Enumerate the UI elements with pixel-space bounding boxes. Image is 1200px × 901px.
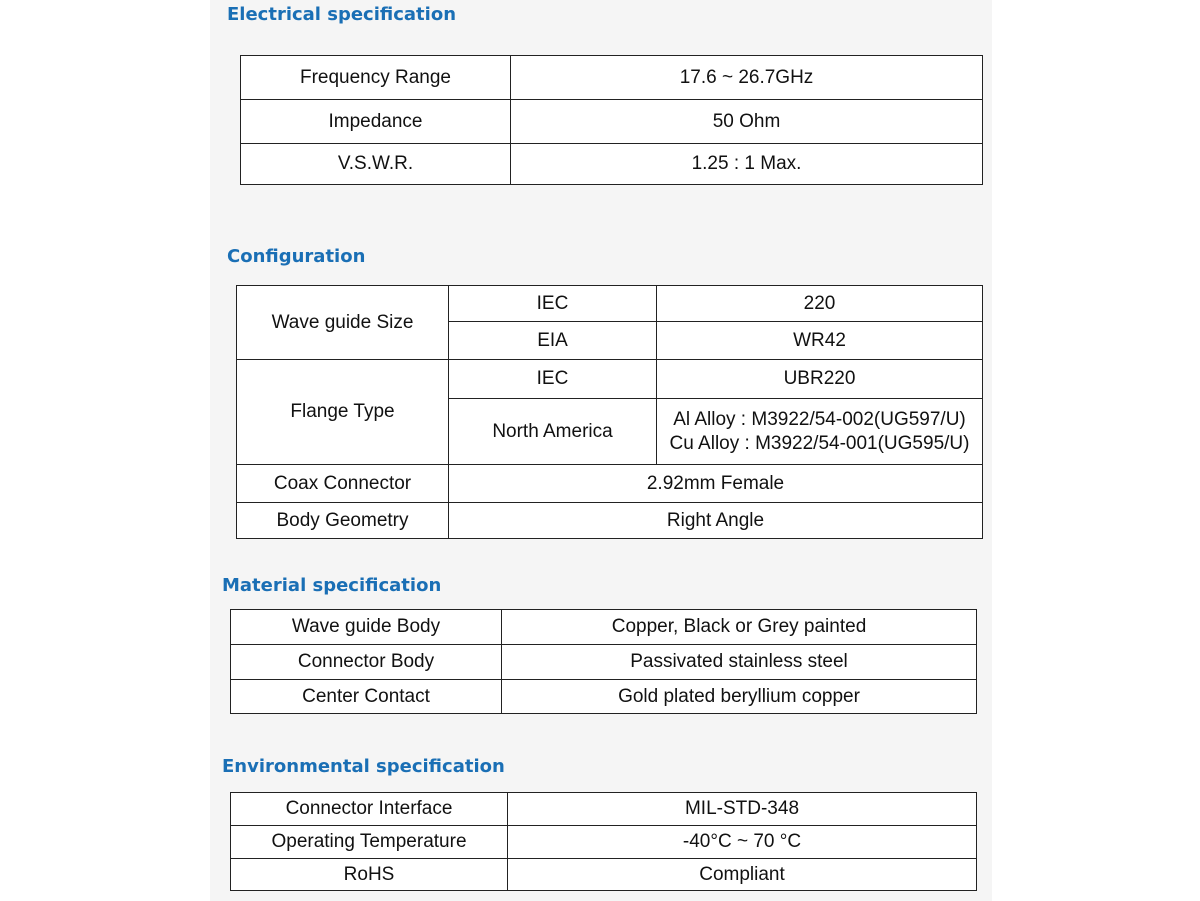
material-spec-heading: Material specification [222,575,442,596]
spec-value: 2.92mm Female [449,465,983,503]
spec-label: Frequency Range [241,56,511,100]
spec-label: Body Geometry [237,503,449,539]
spec-label: Impedance [241,100,511,144]
table-row [231,645,977,680]
spec-value: 50 Ohm [511,100,983,144]
table-row [231,610,977,645]
spec-value-multiline [657,399,983,465]
table-row [231,859,977,891]
environmental-spec-heading: Environmental specification [222,756,505,777]
spec-value: 17.6 ~ 26.7GHz [511,56,983,100]
spec-value: -40°C ~ 70 °C [508,826,977,859]
electrical-spec-heading: Electrical specification [227,4,457,25]
table-row [231,826,977,859]
spec-value: Right Angle [449,503,983,539]
spec-value: Copper, Black or Grey painted [502,610,977,645]
spec-value: Compliant [508,859,977,891]
configuration-heading: Configuration [227,246,366,267]
spec-label: Wave guide Body [231,610,502,645]
electrical-spec-table [240,55,983,185]
spec-standard: North America [449,399,657,465]
spec-label: Center Contact [231,680,502,714]
table-row [237,286,983,322]
spec-label: Coax Connector [237,465,449,503]
table-row [231,680,977,714]
table-row [241,144,983,185]
spec-standard: IEC [449,360,657,399]
table-row [237,465,983,503]
material-spec-table [230,609,977,714]
spec-value: Passivated stainless steel [502,645,977,680]
spec-label: Connector Body [231,645,502,680]
table-row [241,100,983,144]
spec-label: RoHS [231,859,508,891]
flange-al-alloy-line: Al Alloy : M3922/54-002(UG597/U) [673,408,966,430]
spec-value: UBR220 [657,360,983,399]
configuration-table [236,285,983,539]
environmental-spec-table [230,792,977,891]
spec-value: 1.25 : 1 Max. [511,144,983,185]
spec-standard: IEC [449,286,657,322]
spec-label: Flange Type [237,360,449,465]
spec-label: Connector Interface [231,793,508,826]
table-row [231,793,977,826]
table-row [241,56,983,100]
table-row [237,360,983,399]
spec-standard: EIA [449,322,657,360]
spec-label: Wave guide Size [237,286,449,360]
table-row [237,503,983,539]
spec-value: Gold plated beryllium copper [502,680,977,714]
spec-value: WR42 [657,322,983,360]
spec-value: 220 [657,286,983,322]
spec-label: V.S.W.R. [241,144,511,185]
spec-value: MIL-STD-348 [508,793,977,826]
flange-cu-alloy-line: Cu Alloy : M3922/54-001(UG595/U) [669,432,970,454]
spec-label: Operating Temperature [231,826,508,859]
